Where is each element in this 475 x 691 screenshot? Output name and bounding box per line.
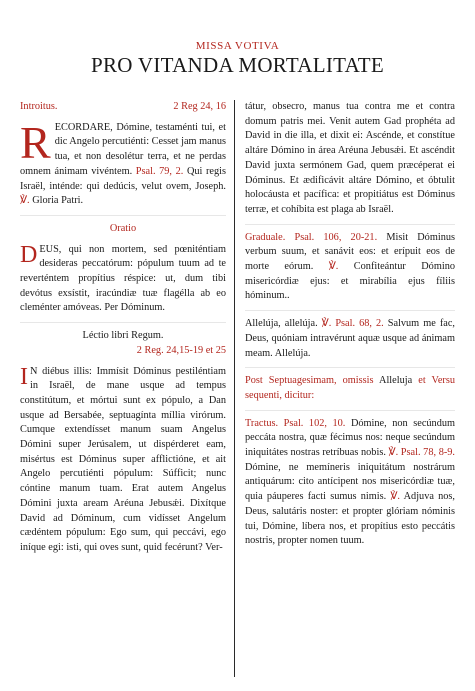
- divider: [245, 224, 455, 225]
- lectio-ref: 2 Reg. 24,15-19 et 25: [136, 344, 226, 356]
- alleluia-versicle-ref: ℣. Psal. 68, 2.: [321, 318, 384, 330]
- two-column-body: [20, 100, 455, 677]
- introitus-psalm-ref: Psal. 79, 2.: [135, 165, 184, 177]
- lectio-drop-cap: I: [20, 363, 28, 390]
- left-column: [20, 100, 232, 677]
- tractus-text: Tractus. Psal. 102, 10. Dómine, non secúndum peccáta nostra, quæ fécimus nos: neque secúndum iniquitátes nostras retríbuas nobis. ℣. Psal. 78, 8-9. Dómine, ne memíneris iniquitátum nostrárum antiquárum: cito antícipent nos misericórdiæ tuæ, quia páuperes facti sumus nimis. ℣. Adjuva nos, Deus, salutáris noster: et propter glóriam nóminis tui, Dómine, líbera nos, et propítius esto peccátis nostris, propter nomen tuum.: [245, 417, 455, 547]
- oratio-drop-cap: D: [20, 241, 38, 268]
- lectio-continuation: tátur, obsecro, manus tua contra me et contra domum patris mei. Venit autem Gad prophéta ad David in die illa, et dixit ei: Ascénde, et constítue altáre Dómino in área Aréuna Jebusǽi. Et ascéndit David juxta sermónem Gad, quem præcéperat ei Dóminus. Et ædificávit altáre Dómino, et óbtulit holocáusta et pacífica: et propitiátus est Dóminus terræ, et cohíbita est plaga ab Israël.: [245, 101, 455, 215]
- divider: [20, 322, 226, 323]
- missa-votiva-kicker: MISSA VOTIVA: [195, 40, 280, 52]
- introitus-label: Introitus.: [20, 101, 58, 112]
- right-column: [237, 100, 455, 677]
- oratio-text: DEUS, qui non mortem, sed pœniténtiam desideras peccatórum: pópulum tuum ad te reverténtem propítius réspice: ut, dum tibi devótus exsístit, iracúndiæ tuæ flagélla ab eo cleménter amóveas. Per Dóminum.: [20, 241, 226, 314]
- divider: [20, 215, 226, 216]
- versicle-symbol: ℣.: [328, 261, 339, 273]
- introitus-heading: [20, 100, 226, 115]
- alleluia-text: Allelúja, allelúja. ℣. Psal. 68, 2. Salvum me fac, Deus, quóniam intravérunt aquæ usque ad ánimam meam. Allelúja.: [245, 318, 455, 359]
- page-header: [20, 40, 455, 77]
- page-title: PRO VITANDA MORTALITATE: [90, 53, 385, 77]
- divider: [245, 310, 455, 311]
- tractus-label: Tractus. Psal. 102, 10.: [245, 417, 346, 429]
- introitus-drop-cap: R: [20, 116, 51, 168]
- column-rule: [234, 100, 235, 677]
- divider: [245, 410, 455, 411]
- lectio-text: I N diébus illis: Immísit Dóminus pestiléntiam in Israël, de mane usque ad tempus constitútum, et mórtui sunt ex pópulo, a Dan usque ad Bersabée, septuagínta míllia virórum. Cumque extendísset manum suam Angelus Dómini super Jerúsalem, ut dispérderet eam, misértus est Dóminus super afflictióne, et ait Angelo percutiénti pópulum: Súfficit; nunc cóntine manum tuam. Erat autem Angelus Dómini juxta aream Aréuna Jebusǽi. Dixítque David ad Dóminum, cum vidísset Angelum cædéntem pópulum: Ego sum, qui peccávi, ego iníque egi: isti, qui oves sunt, quid fecérunt? Ver-: [20, 363, 226, 553]
- divider: [245, 367, 455, 368]
- rubric-text: Post Septuagesimam, omissis Alleluja et Versu sequenti, dicitur:: [245, 375, 455, 401]
- introitus-text: RECORDARE, Dómine, testaménti tui, et dic Angelo percutiénti: Cesset jam manus tua, et non desolétur terra, et ne perdas omnem ánimam vivéntem. Psal. 79, 2. Qui regis Israël, inténde: qui dedúcis, velut ovem, Joseph. ℣. Gloria Patri.: [20, 116, 227, 207]
- lectio-ref-row: [20, 344, 226, 359]
- graduale-text: Graduale. Psal. 106, 20-21. Misit Dóminus verbum suum, et sanávit eos: et erípuit eos de morte eórum. ℣. Confiteántur Dómino misericórdiæ ejus: et mirabília ejus fíliis hóminum..: [245, 231, 456, 302]
- oratio-label: Oratio: [109, 222, 137, 234]
- versicle-symbol: ℣.: [20, 195, 30, 207]
- graduale-label: Graduale. Psal. 106, 20-21.: [245, 231, 378, 243]
- tractus-versicle-ref: ℣. Psal. 78, 8-9.: [388, 447, 455, 459]
- versicle-symbol: ℣.: [390, 491, 400, 503]
- lectio-label: Léctio libri Regum.: [82, 330, 164, 342]
- introitus-ref: 2 Reg 24, 16: [173, 101, 226, 112]
